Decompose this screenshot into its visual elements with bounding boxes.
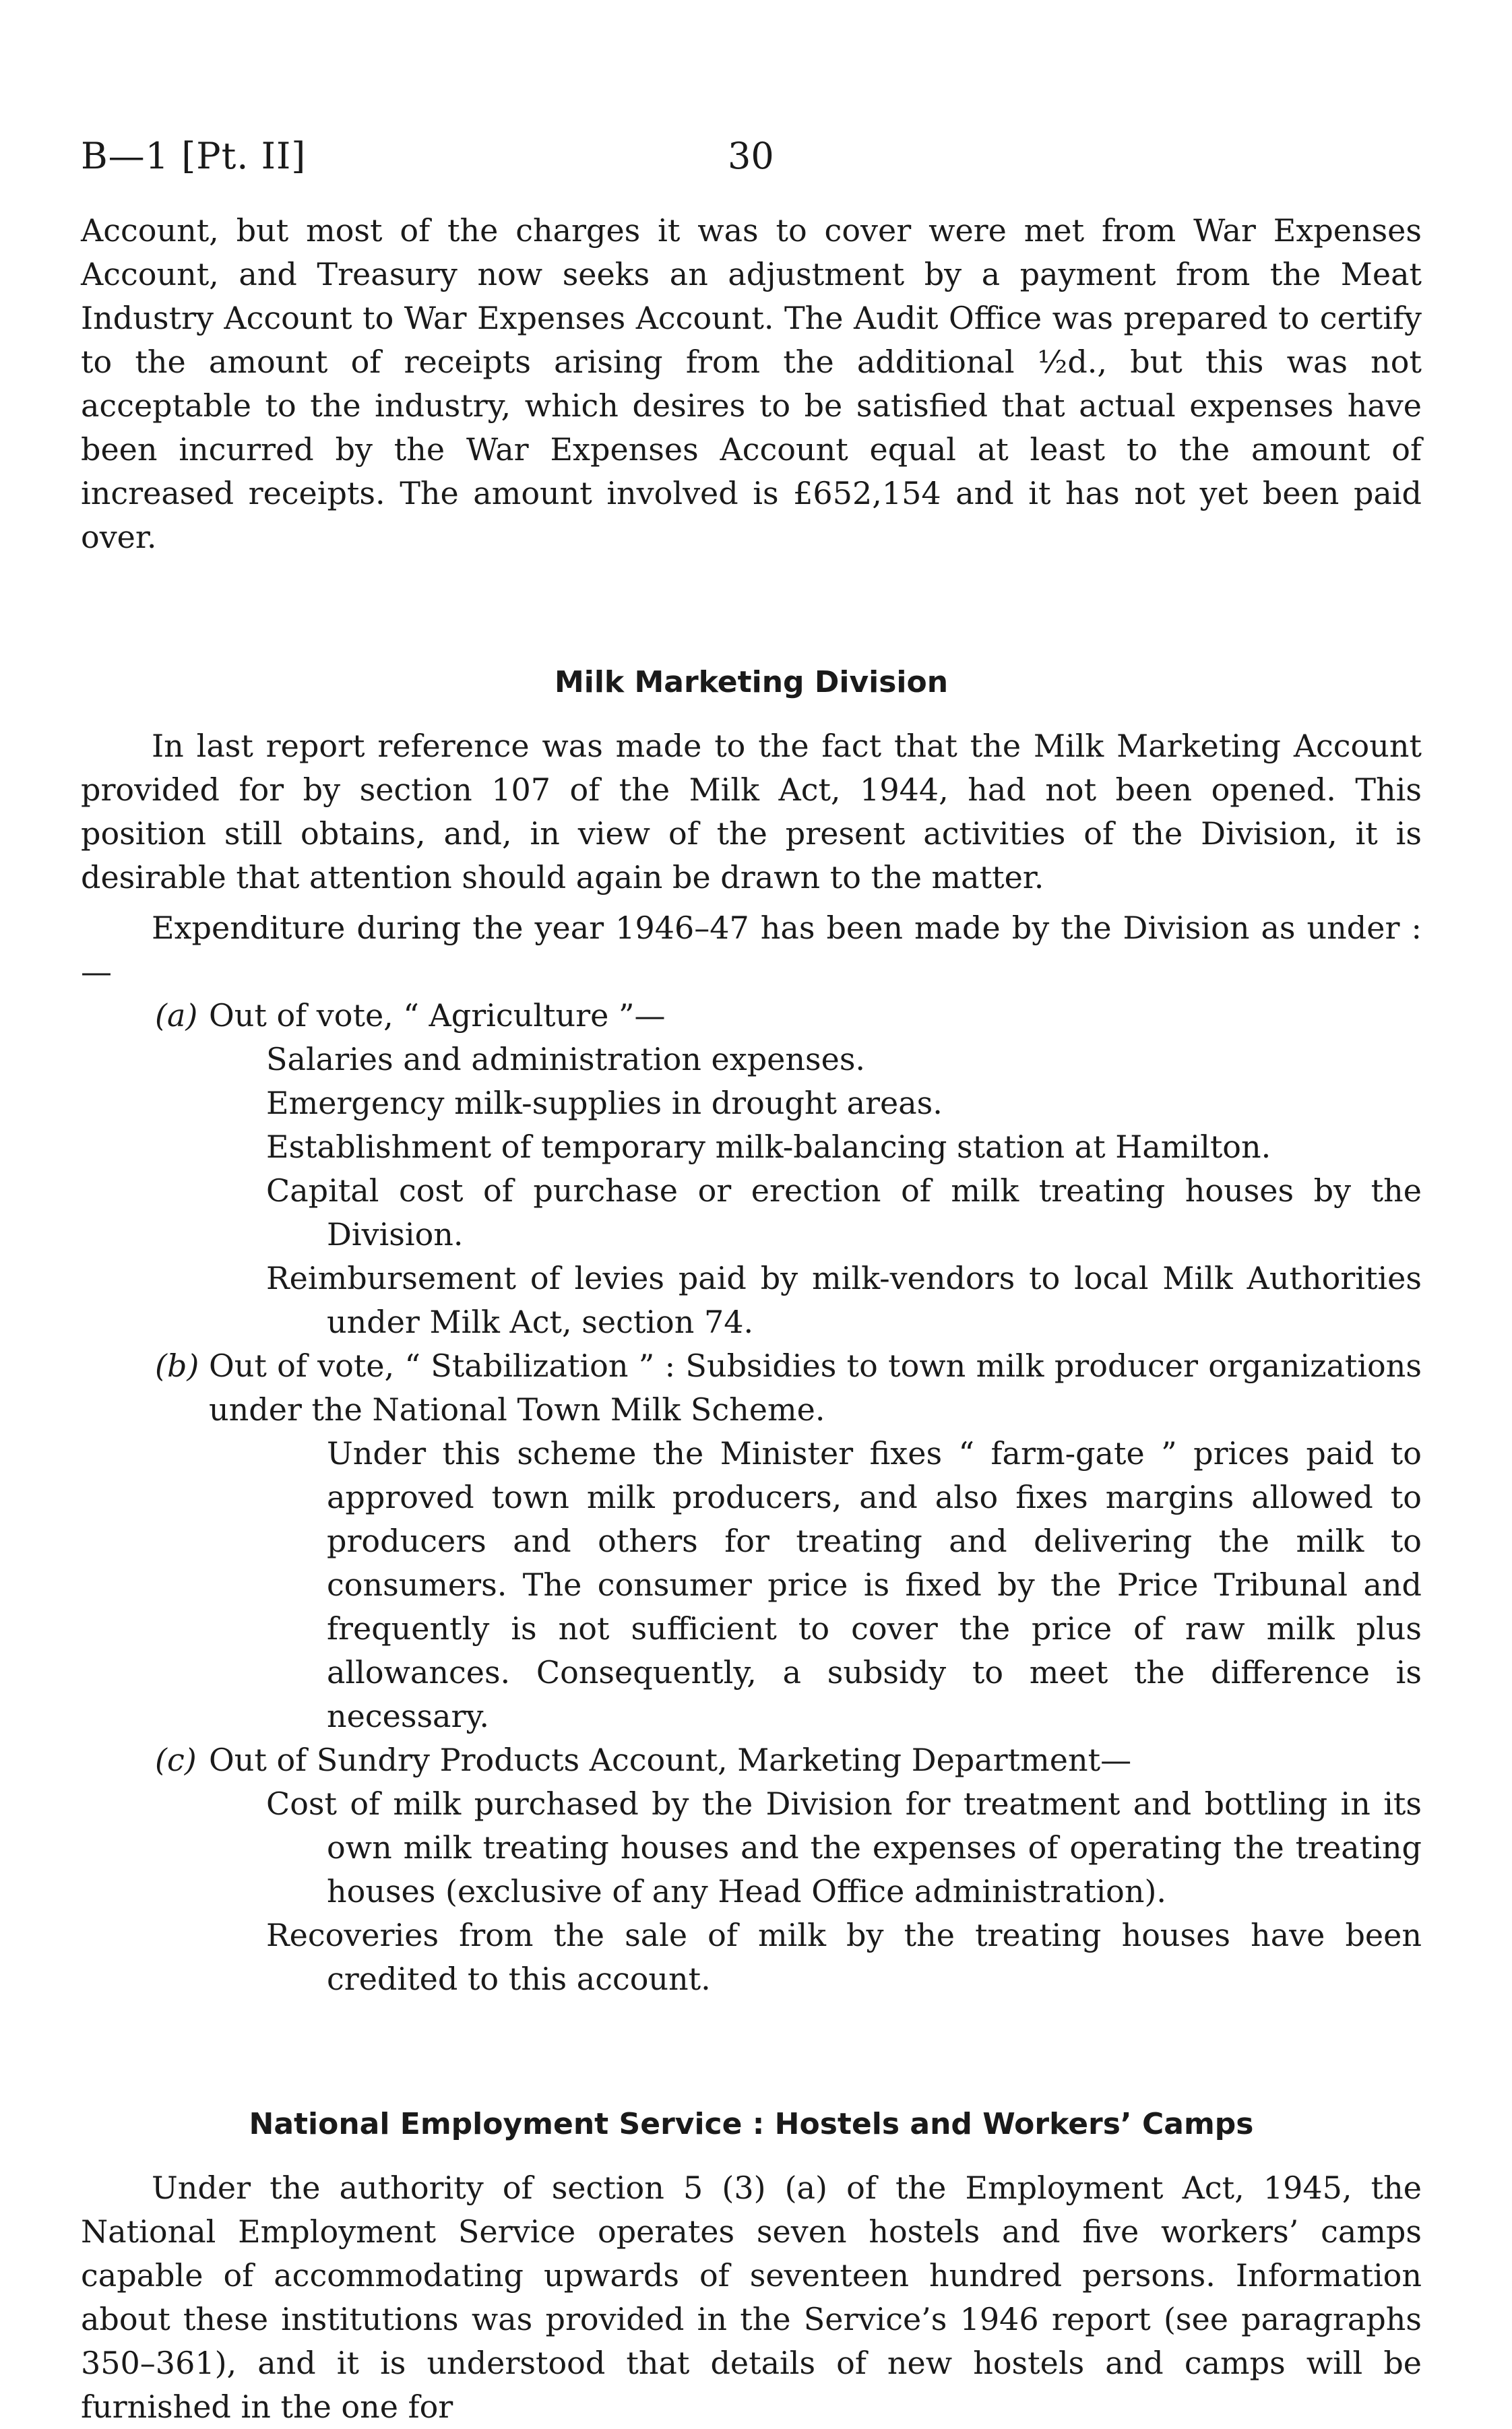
item-a-label: (a) (155, 997, 198, 1034)
page-header (81, 135, 1428, 189)
page-number: 30 (728, 135, 774, 177)
item-a-text: Out of vote, “ Agriculture ”— (209, 997, 666, 1034)
item-a-entry-3: Establishment of temporary milk-balancing station at Hamilton. (266, 1129, 1271, 1165)
item-c-label: (c) (155, 1742, 197, 1778)
item-b-text: Out of vote, “ Stabilization ” : Subsidies to town milk producer organizations under the National Town Milk Scheme. (209, 1348, 1422, 1428)
item-a-entry-1: Salaries and administration expenses. (266, 1041, 866, 1077)
item-b-label: (b) (155, 1348, 199, 1384)
item-a-entry-4: Capital cost of purchase or erection of milk treating houses by the Division. (266, 1172, 1422, 1253)
milk-section-title: Milk Marketing Division (554, 665, 949, 699)
item-a-entry-2: Emergency milk-supplies in drought areas. (266, 1085, 943, 1121)
nes-section-title: National Employment Service : Hostels and Workers’ Camps (249, 2107, 1254, 2141)
report-reference: B—1 [Pt. II] (81, 135, 307, 177)
item-a-entry-5: Reimbursement of levies paid by milk-vendors to local Milk Authorities under Milk Act, section 74. (266, 1260, 1422, 1340)
item-c-text: Out of Sundry Products Account, Marketing Department— (209, 1742, 1132, 1778)
item-c-entry-1: Cost of milk purchased by the Division for treatment and bottling in its own milk treating houses and the expenses of operating the treating houses (exclusive of any Head Office administration). (266, 1786, 1422, 1910)
milk-paragraph-1: In last report reference was made to the fact that the Milk Marketing Account provided for by section 107 of the Milk Act, 1944, had not been opened. This position still obtains, and, in view of the present activities of the Division, it is desirable that attention should again be drawn to the matter. (81, 728, 1422, 895)
milk-paragraph-2: Expenditure during the year 1946–47 has been made by the Division as under :— (81, 910, 1422, 990)
item-c-entry-2: Recoveries from the sale of milk by the treating houses have been credited to this account. (266, 1917, 1422, 1997)
document-body (81, 209, 1422, 2429)
milk-item-b (81, 1344, 1422, 1432)
milk-item-c (81, 1738, 1422, 1782)
nes-paragraph-1: Under the authority of section 5 (3) (a) of the Employment Act, 1945, the National Employment Service operates seven hostels and five workers’ camps capable of accommodating upwards of seventeen hundred persons. Information about these institutions was provided in the Service’s 1946 report (see paragraphs 350–361), and it is understood that details of new hostels and camps will be furnished in the one for (81, 2170, 1422, 2425)
item-b-note: Under this scheme the Minister fixes “ farm-gate ” prices paid to approved town milk producers, and also fixes margins allowed to producers and others for treating and delivering the milk to consumers. The consumer price is fixed by the Price Tribunal and frequently is not sufficient to cover the price of raw milk plus allowances. Consequently, a subsidy to meet the difference is necessary. (327, 1435, 1422, 1734)
opening-paragraph: Account, but most of the charges it was to cover were met from War Expenses Account, and Treasury now seeks an adjustment by a payment from the Meat Industry Account to War Expenses Account. The Audit Office was prepared to certify to the amount of receipts arising from the additional ½d., but this was not acceptable to the industry, which desires to be satisfied that actual expenses have been incurred by the War Expenses Account equal at least to the amount of increased receipts. The amount involved is £652,154 and it has not yet been paid over. (81, 212, 1422, 555)
milk-item-a (81, 994, 1422, 1038)
